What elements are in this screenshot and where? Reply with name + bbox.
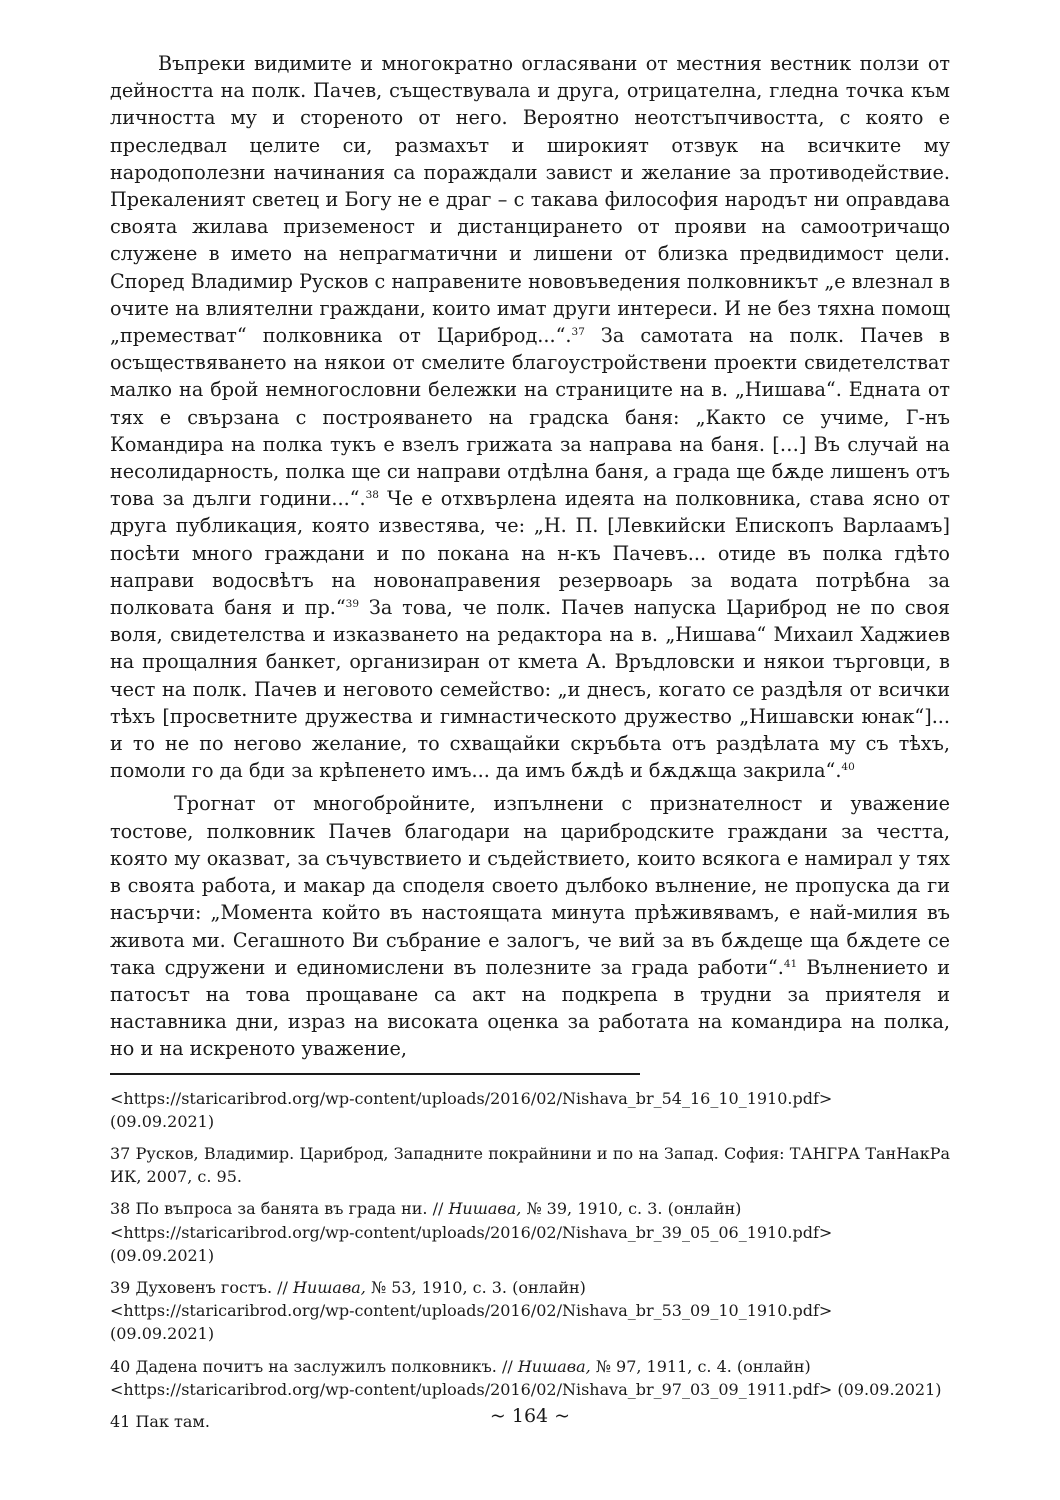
footnote-title: 38 По въпроса за банята въ града ни. // — [110, 1199, 449, 1219]
paragraph-text: За това, че полк. Пачев напуска Цариброд не по своя воля, свидетелства и изказването на редактора на в. „Нишава“ Михаил Хаджиев на прощалния банкет, организиран от кмета А. Връдловски и някои търговци, в чест на полк. Пачев и неговото семейство: „и днесъ, когато се раздѣля от всички тѣхъ [просветните дружества и гимнастическото дружество „Нишавски юнак“]... и то не по негово желание, то схващайки скръбьта отъ раздѣлата му съ тѣхъ, помоли го да бди за крѣпенето имъ... да имъ бѫдѣ и бѫдѫща закрила“. — [110, 596, 950, 783]
footnote-ref-39[interactable]: 39 — [345, 598, 360, 611]
footnote-url[interactable]: <https://staricaribrod.org/wp-content/uploads/2016/02/Nishava_br_39_05_06_1910.pdf> — [110, 1222, 833, 1242]
paragraph-text: Въпреки видимите и многократно огласявани от местния вестник ползи от дейността на полк. Пачев, съществувала и друга, отрицателна, гледна точка към личността му и стореното от него. Вероятно неотстъпчивостта, с която е преследвал целите си, размахът и широкият отзвук на всичките му народополезни начинания са пораждали завист и желание за противодействие. Прекаленият светец и Богу не е драг – с такава философия народът ни оправдава своята жилава приземеност и дистанцирането от прояви на самоотричащо служене в името на непрагматични и лишени от близка предвидимост цели. Според Владимир Русков с направените нововъведения полковникът „е влезнал в очите на влиятелни граждани, които имат други интереси. И не без тяхна помощ „преместват“ полковника от Цариброд...“. — [110, 52, 950, 348]
paragraph-1 — [110, 50, 950, 784]
footnote-37 — [110, 1142, 950, 1188]
footnote-separator — [110, 1073, 640, 1075]
footnote-source: Нишава, — [292, 1277, 366, 1297]
footnote-url[interactable]: <https://staricaribrod.org/wp-content/uploads/2016/02/Nishava_br_54_16_10_1910.pdf> — [110, 1088, 833, 1108]
paragraph-text: Трогнат от многобройните, изпълнени с признателност и уважение тостове, полковник Пачев благодари на царибродските граждани за честта, която му оказват, за съчувствието и съдействието, които всякога е намирал у тях в своята работа, и макар да споделя своето дълбоко вълнение, не пропуска да ги насърчи: „Момента който въ настоящата минута прѣживявамъ, е най-милия въ живота ми. Сегашното Ви събрание е залогъ, че вий за въ бѫдеще ща бѫдете се така сдружени и единомислени въ полезните за града работи“. — [110, 792, 950, 979]
footnote-text: 41 Пак там. — [110, 1411, 210, 1431]
footnote-issue: № 39, 1910, с. 3. (онлайн) — [521, 1199, 742, 1219]
footnote-source: Нишава, — [448, 1199, 522, 1219]
footnote-source: Нишава, — [517, 1356, 591, 1376]
footnote-ref-37[interactable]: 37 — [571, 326, 585, 339]
footnote-ref-38[interactable]: 38 — [365, 489, 379, 502]
footnote-issue-url[interactable]: № 97, 1911, с. 4. (онлайн) <https://staricaribrod.org/wp-content/uploads/2016/02/Nishava_br_97_03_09_1911.pdf> (09.09.2021) — [110, 1356, 942, 1399]
footnote-ref-40[interactable]: 40 — [841, 761, 855, 774]
footnote-continued — [110, 1087, 950, 1133]
body-text — [110, 50, 950, 1063]
paragraph-text: Че е отхвърлена идеята на полковника, става ясно от друга публикация, която известява, че: „Н. П. [Левкийски Епископъ Варлаамъ] посѣти много граждани и по покана на н-къ Пачевъ... отиде въ полка гдѣто направи водосвѣтъ на новонаправения резервоарь за водата потрѣбна за полковата баня и пр.“ — [110, 487, 950, 620]
footnote-date: (09.09.2021) — [110, 1324, 215, 1344]
footnote-text: 37 Русков, Владимир. Цариброд, Западните покрайнини и по на Запад. София: ТАНГРА ТанНакРа ИК, 2007, с. 95. — [110, 1143, 950, 1187]
footnote-citation — [110, 1197, 950, 1220]
footnote-issue: № 53, 1910, с. 3. (онлайн) — [365, 1277, 586, 1297]
footnote-citation — [110, 1276, 950, 1299]
footnote-date: (09.09.2021) — [110, 1245, 215, 1265]
footnote-40 — [110, 1355, 950, 1401]
paragraph-text: За самотата на полк. Пачев в осъществяването на някои от смелите благоустройствени проекти свидетелстват малко на брой немногословни бележки на страниците на в. „Нишава“. Едната от тях е свързана с построяването на градска баня: „Както се учиме, Г-нъ Командира на полка тукъ е взелъ грижата за направа на баня. […] Въ случай на несолидарность, полка ще си направи отдѣлна баня, а града ще бѫде лишенъ отъ това за дълги години...“. — [110, 324, 950, 511]
footnote-url[interactable]: <https://staricaribrod.org/wp-content/uploads/2016/02/Nishava_br_53_09_10_1910.pdf> — [110, 1301, 833, 1321]
document-page — [110, 50, 950, 1442]
paragraph-2 — [110, 790, 950, 1062]
footnote-39 — [110, 1276, 950, 1346]
footnote-date: (09.09.2021) — [110, 1111, 215, 1131]
footnote-title: 39 Духовенъ гостъ. // — [110, 1277, 293, 1297]
footnotes — [110, 1087, 950, 1434]
footnote-38 — [110, 1197, 950, 1267]
paragraph-text: Вълнението и патосът на това прощаване са акт на подкрепа в трудни за приятеля и наставника дни, израз на високата оценка за работата на командира на полка, но и на искреното уважение, — [110, 955, 950, 1061]
page-number: ~ 164 ~ — [489, 1405, 571, 1427]
footnote-ref-41[interactable]: 41 — [783, 957, 798, 970]
footnote-title: 40 Дадена почитъ на заслужилъ полковникъ. // — [110, 1356, 518, 1376]
